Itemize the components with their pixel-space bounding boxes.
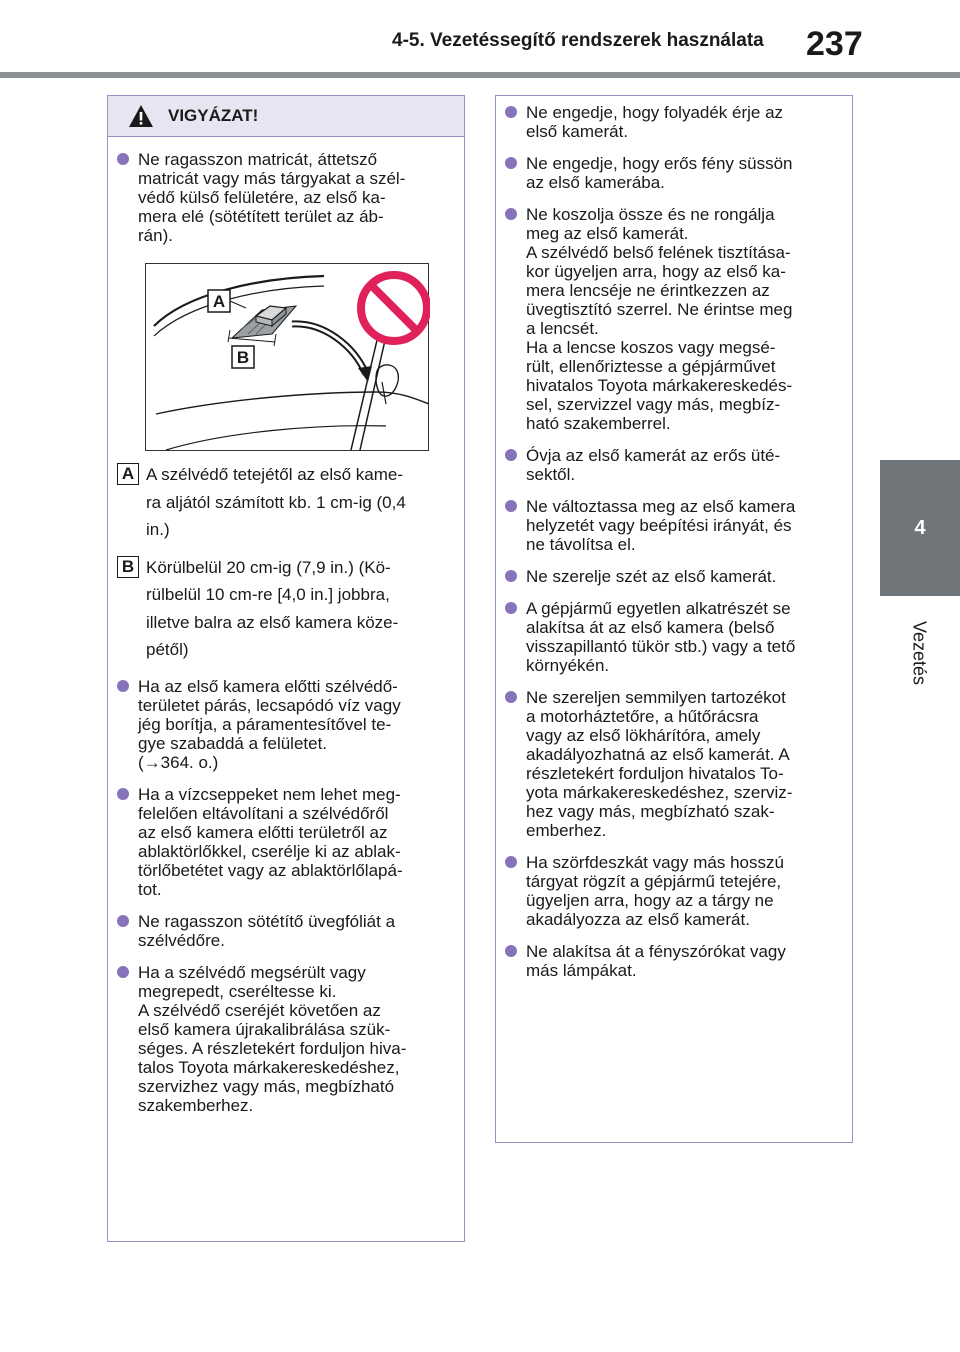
warning-box-right <box>495 95 853 1143</box>
warning-bullet: Ha a szélvédő megsérült vagy megrepedt, cseréltesse ki. A szélvédő cseréjét követően az első kamera újrakalibrálása szük- séges. A részletekért forduljon hiva- talos Toyota márkakereskedéshez, szervizhez vagy más, megbízható szakemberhez. <box>108 963 458 1115</box>
warning-bullet: Ne engedje, hogy erős fény süssön az első kamerába. <box>496 154 846 192</box>
legend-text-b: Körülbelül 20 cm-ig (7,9 in.) (Kö- rülbelül 10 cm-re [4,0 in.] jobbra, illetve balra az első kamera köze- pétől) <box>146 557 399 659</box>
chapter-tab <box>880 460 960 596</box>
prohibition-icon <box>361 275 427 341</box>
legend-badge-a: A <box>117 463 139 485</box>
page-number: 237 <box>806 25 863 63</box>
warning-bullet: Ne engedje, hogy folyadék érje az első kamerát. <box>496 103 846 141</box>
legend-text-a: A szélvédő tetejétől az első kame- ra aljától számított kb. 1 cm-ig (0,4 in.) <box>146 465 406 539</box>
chapter-number: 4 <box>914 516 926 539</box>
legend-badge-b: B <box>117 556 139 578</box>
warning-bullet: Ne koszolja össze és ne rongálja meg az első kamerát. A szélvédő belső felének tisztítása- kor ügyeljen arra, hogy az első ka- mera lencséje ne érintkezzen az üvegtisztító szerrel. Ne érintse meg a lencsét. Ha a lencse koszos vagy megsé- rült, ellenőriztesse a gépjárművet hivatalos Toyota márkakereskedés- sel, szervizzel vagy más, megbíz- ható szakemberrel. <box>496 205 846 433</box>
legend-item-b <box>108 554 464 664</box>
chapter-label: Vezetés <box>909 620 930 686</box>
header-rule <box>0 72 960 78</box>
warning-box-left <box>107 95 465 1242</box>
warning-title: VIGYÁZAT! <box>168 106 259 125</box>
windshield-camera-illustration <box>145 263 429 451</box>
warning-bullet: Ne alakítsa át a fényszórókat vagy más lámpákat. <box>496 942 846 980</box>
figure-label-a: A <box>212 292 226 311</box>
warning-bullet: Ne szereljen semmilyen tartozékot a motorháztetőre, a hűtőrácsra vagy az első lökhárítóra, amely akadályozhatná az első kamerát. A részletekért forduljon hivatalos To- yota márkakereskedéshez, szerviz- hez vagy más, megbízható szak- emberhez. <box>496 688 846 840</box>
warning-bullet: Óvja az első kamerát az erős üté- sektől. <box>496 446 846 484</box>
warning-bullet: Ha szörfdeszkát vagy más hosszú tárgyat rögzít a gépjármű tetejére, ügyeljen arra, hogy az a tárgy ne akadályozza az első kamerát. <box>496 853 846 929</box>
warning-bullet: Ha az első kamera előtti szélvédő- területet párás, lecsapódó víz vagy jég borítja, a páramentesítővel te- gye szabaddá a felületet. (→364. o.) <box>108 677 458 772</box>
warning-bullet: Ne ragasszon matricát, áttetsző matricát vagy más tárgyakat a szél- védő külső felületére, az első ka- mera elé (sötétített terület az áb- rán). <box>108 150 458 245</box>
legend-item-a <box>108 461 464 544</box>
warning-bullet: Ne szerelje szét az első kamerát. <box>496 567 846 586</box>
warning-bullet: A gépjármű egyetlen alkatrészét se alakítsa át az első kamera (belső visszapillantó tükör stb.) vagy a tető környékén. <box>496 599 846 675</box>
warning-triangle-icon <box>128 104 154 128</box>
figure-label-b: B <box>236 348 250 367</box>
warning-bullet: Ne ragasszon sötétítő üvegfóliát a szélvédőre. <box>108 912 458 950</box>
warning-bullet: Ne változtassa meg az első kamera helyzetét vagy beépítési irányát, és ne távolítsa el. <box>496 497 846 554</box>
warning-header <box>108 96 464 137</box>
windshield-camera-drawing <box>146 264 430 452</box>
page-header-title: 4-5. Vezetéssegítő rendszerek használata <box>392 30 764 51</box>
warning-bullet: Ha a vízcseppeket nem lehet meg- felelően eltávolítani a szélvédőről az első kamera előtti területről az ablaktörlőkkel, cserélje ki az ablak- törlőbetétet vagy az ablaktörlőlapá- tot. <box>108 785 458 899</box>
